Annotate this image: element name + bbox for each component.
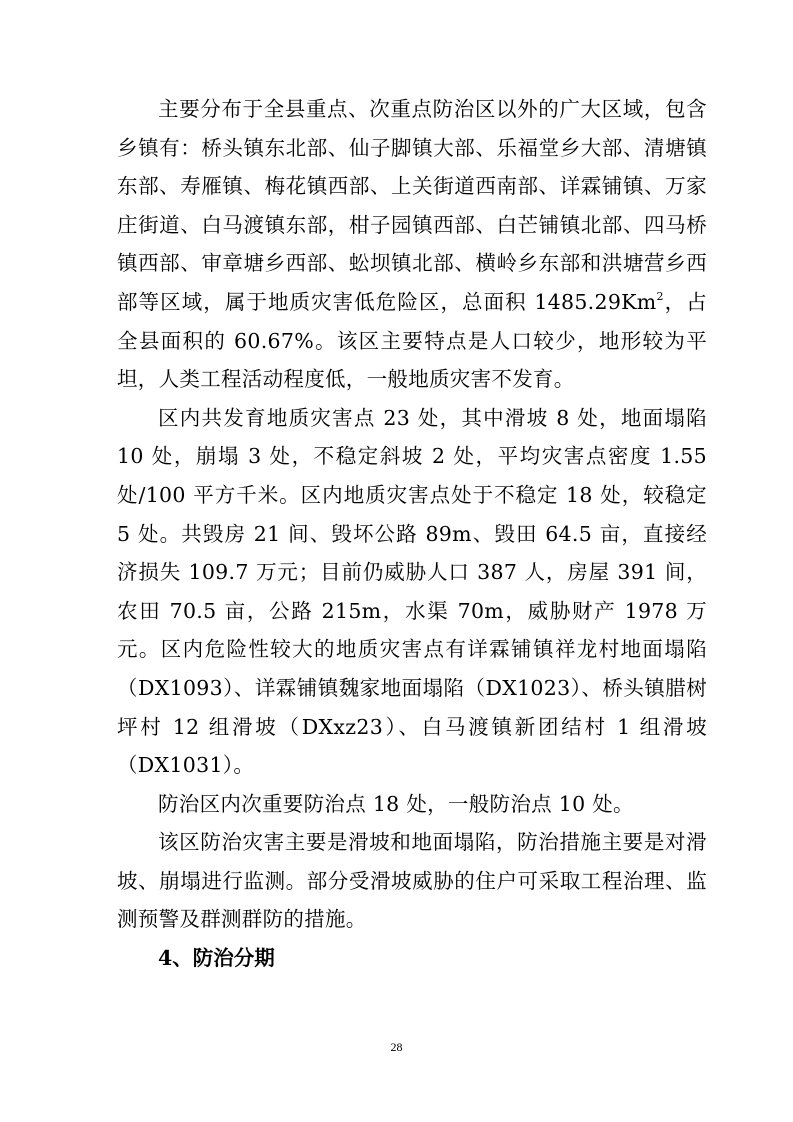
paragraph-prevention-points: 防治区内次重要防治点 18 处，一般防治点 10 处。: [158, 791, 634, 816]
paragraph-low-risk-zone: [117, 90, 707, 399]
section-heading: 4、防治分期: [158, 946, 275, 971]
page-content: [117, 90, 707, 978]
area-unit-superscript: 2: [656, 289, 664, 303]
page-number: 28: [390, 1040, 403, 1054]
paragraph-hazard-points: 区内共发育地质灾害点 23 处，其中滑坡 8 处，地面塌陷 10 处，崩塌 3 处，不稳定斜坡 2 处，平均灾害点密度 1.55 处/100 平方千米。区内地质灾害点处于不稳定 18 处，较稳定 5 处。共毁房 21 间、毁坏公路 89m、毁田 64.5 亩，直接经济损失 109.7 万元；目前仍威胁人口 387 人，房屋 391 间，农田 70.5 亩，公路 215m，水渠 70m，威胁财产 1978 万元。区内危险性较大的地质灾害点有详霖铺镇祥龙村地面塌陷（DX1093）、详霖铺镇魏家地面塌陷（DX1023）、桥头镇腊树坪村 12 组滑坡（DXxz23）、白马渡镇新团结村 1 组滑坡（DX1031）。: [117, 405, 707, 778]
paragraph-prevention-measures: 该区防治灾害主要是滑坡和地面塌陷，防治措施主要是对滑坡、崩塌进行监测。部分受滑坡威胁的住户可采取工程治理、监测预警及群测群防的措施。: [117, 830, 707, 932]
paragraph-text-continued: ，占全县面积的 60.67%。该区主要特点是人口较少，地形较为平坦，人类工程活动程度低，一般地质灾害不发育。: [117, 289, 707, 392]
paragraph-text: 主要分布于全县重点、次重点防治区以外的广大区域，包含乡镇有：桥头镇东北部、仙子脚镇大部、乐福堂乡大部、清塘镇东部、寿雁镇、梅花镇西部、上关街道西南部、详霖铺镇、万家庄街道、白马渡镇东部，柑子园镇西部、白芒铺镇北部、四马桥镇西部、审章塘乡西部、蚣坝镇北部、横岭乡东部和洪塘营乡西部等区域，属于地质灾害低危险区，总面积 1485.29Km: [117, 97, 707, 314]
